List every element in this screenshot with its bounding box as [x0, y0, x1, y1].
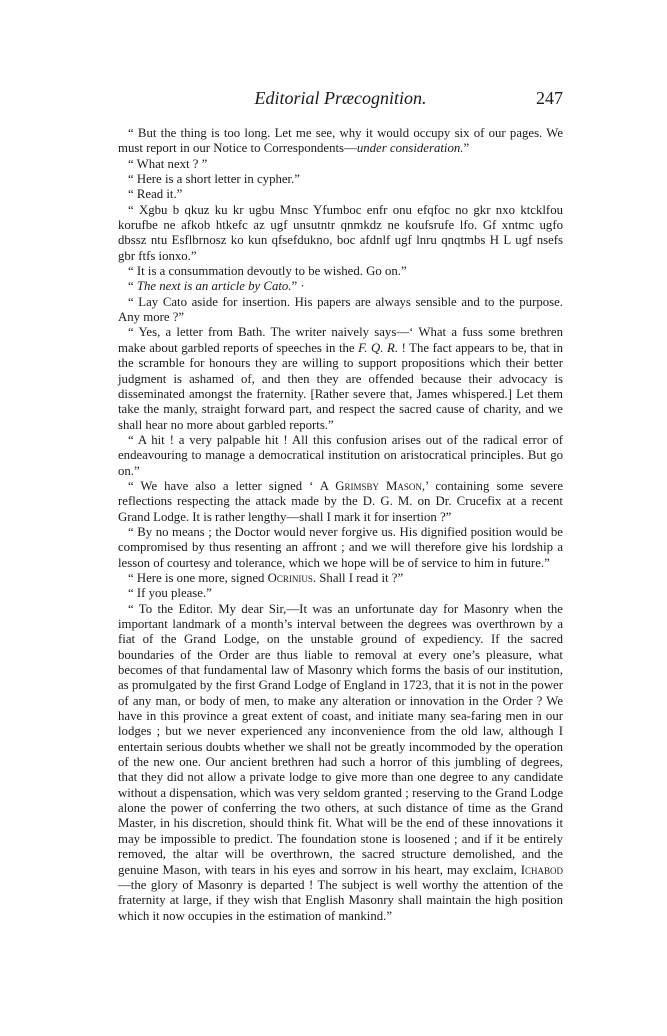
text-run: “ Here is a short letter in cypher.” [128, 172, 300, 187]
small-caps-name: Ichabod [520, 862, 563, 877]
text-run: “ Xgbu b qkuz ku kr ugbu Mnsc Yfumboc enfr onu efqfoc no gkr nxo ktcklfou korufbe ne afkob htkefc az ugf unsutntr qnmkdz ne koufsrufe lfo. Gf xntmc ugfo dbssz ntu Esflbrnosz ko kun qfsefdukno, boc afdnlf ugf lnru qnqtmbs H L ugf nsefs gbr ftfs ionxo.” [118, 202, 563, 263]
text-run: “ To the Editor. My dear Sir,—It was an unfortunate day for Masonry when the important landmark of a month’s interval between the degrees was overthrown by a fiat of the Grand Lodge, on the unstable ground of expediency. If the sacred boundaries of the Order are thus liable to removal at every one’s pleasure, what becomes of that fundamental law of Masonry which forms the basis of our institution, as promulgated by the first Grand Lodge of England in 1723, that it is not in the power of any man, or body of men, to make any alteration or innovation in the Order ? We have in this province a great extent of coast, and initiate many sea-faring men in our lodges ; but we never experienced any inconvenience from the old law, although I entertain serious doubts whether we shall not be greatly incommoded by the operation of the new one. Our ancient brethren had such a horror of this jumbling of degrees, that they did not allow a private lodge to give more than one degree to any candidate without a dispensation, which was very seldom granted ; reserving to the Grand Lodge alone the power of conferring the two others, at such distance of time as the Grand Master, in his discretion, should think fit. What will be the end of these innovations it may be impossible to predict. The foundation stone is loosened ; and if it be entirely removed, the altar will be overthrown, the sacred structure demolished, and the genuine Mason, with tears in his eyes and sorrow in his heart, may exclaim, [118, 601, 563, 877]
text-run: ,’ containing some severe reflections respecting the attack made by the D. G. M. on Dr. Crucefix at a recent Grand Lodge. It is rather lengthy—shall I mark it for insertion ?” [118, 478, 563, 524]
text-run: “ A hit ! a very palpable hit ! All this confusion arises out of the radical error of endeavouring to manage a democratical institution on aristocratical principles. But go on.” [118, 432, 563, 478]
text-run: —the glory of Masonry is departed ! The subject is well worthy the attention of the fraternity at large, if they wish that English Masonry shall maintain the high position which it now occupies in the estimation of mankind.” [118, 877, 563, 923]
paragraph [118, 203, 563, 264]
paragraph [118, 157, 563, 172]
italic-text: F. Q. R. [358, 340, 399, 355]
paragraph [118, 586, 563, 601]
paragraph [118, 433, 563, 479]
text-run: “ If you please.” [128, 586, 212, 601]
paragraph [118, 172, 563, 187]
text-run: “ It is a consummation devoutly to be wished. Go on.” [128, 264, 407, 279]
running-title: Editorial Præcognition. [254, 88, 427, 108]
text-run: “ Read it.” [128, 187, 183, 202]
italic-text: The next is an article by Cato. [136, 279, 292, 294]
text-run: “ Here is one more, signed [128, 570, 268, 585]
italic-text: under consideration. [356, 141, 464, 156]
paragraph [118, 126, 563, 157]
small-caps-name: Ocrinius [267, 570, 313, 585]
paragraph [118, 571, 563, 586]
text-run: “ We have also a letter signed ‘ A [128, 478, 336, 493]
text-run: “ Yes, a letter from Bath. The writer naively says—‘ What a fuss some brethren make about garbled reports of speeches in the [118, 325, 563, 355]
text-run: “ But the thing is too long. Let me see, why it would occupy six of our pages. We must report in our Notice to Correspondents— [118, 126, 563, 156]
paragraph [118, 187, 563, 202]
paragraph [118, 602, 563, 924]
text-run: “ By no means ; the Doctor would never forgive us. His dignified position would be compromised by thus resenting an affront ; and we will therefore give his lordship a lesson of courtesy and tolerance, which we hope will be of service to him in future.” [118, 524, 563, 570]
paragraph [118, 525, 563, 571]
small-caps-name: Grimsby Mason [335, 478, 422, 493]
paragraph [118, 264, 563, 279]
text-run: ” [463, 141, 470, 156]
text-run: ! The fact appears to be, that in the scramble for honours they are willing to support propositions which their better judgment is ashamed of, and then they are offended because their advocacy is disseminated amongst the fraternity. [Rather severe that, James whispered.] Let them take the manly, straight forward part, and respect the sacred cause of charity, and we shall hear no more about garbled reports.” [118, 340, 563, 432]
text-run: “ What next ? ” [128, 156, 208, 171]
text-run: ” · [291, 279, 305, 294]
text-run: . Shall I read it ?” [312, 570, 404, 585]
text-run: “ Lay Cato aside for insertion. His papers are always sensible and to the purpose. Any more ?” [118, 294, 563, 325]
page-body [118, 126, 563, 924]
paragraph [118, 279, 563, 294]
page-header [118, 88, 563, 112]
paragraph [118, 325, 563, 432]
page-number: 247 [536, 88, 563, 108]
paragraph [118, 295, 563, 326]
text-run: “ [128, 279, 137, 294]
paragraph [118, 479, 563, 525]
